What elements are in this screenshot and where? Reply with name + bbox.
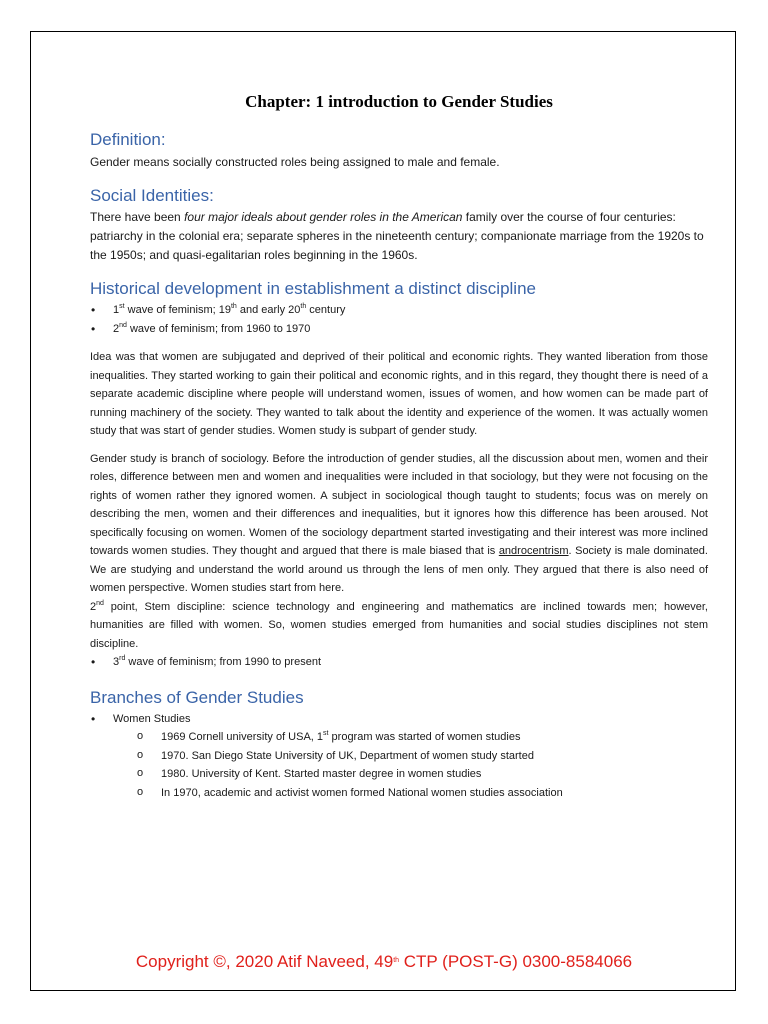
- sub-item-3: o 1980. University of Kent. Started master degree in women studies: [113, 765, 708, 784]
- wave2-num: 2: [113, 322, 120, 335]
- social-text-pre: There have been: [90, 210, 185, 224]
- chapter-title: Chapter: 1 introduction to Gender Studies: [245, 92, 553, 111]
- androcentrism-term: androcentrism: [498, 545, 569, 557]
- paragraph-3: [90, 598, 708, 654]
- sub-item-1-a: 1969 Cornell university of USA, 1: [161, 731, 324, 743]
- wave2-sup: nd: [119, 321, 127, 329]
- wave2-text: wave of feminism; from 1960 to 1970: [126, 322, 311, 335]
- copyright-sup: th: [393, 957, 400, 964]
- paragraph-2-post: . Society is male dominated. We are studying and understand the world around us through the lens of men only. They argued that there is also need of women perspective. Women studies start from here.: [90, 545, 708, 594]
- list-item-wave2: [90, 320, 708, 339]
- definition-text: Gender means socially constructed roles being assigned to male and female.: [90, 155, 500, 169]
- social-identities-heading: Social Identities:: [90, 186, 214, 205]
- wave1-text-c: century: [306, 304, 346, 316]
- paragraph-1: Idea was that women are subjugated and deprived of their political and economic rights. They wanted liberation from those inequalities. They started working to gain their political and economic rights, and in this regard, they thought there is need of a separate academic discipline where people will understand women, issues of women, and how women can be made part of running machinery of the society. They wanted to talk about the identity and experience of the women. It was actually women study that was start of gender studies. Women study is subpart of gender study.: [90, 351, 708, 437]
- sub-item-1-sup: st: [323, 730, 329, 737]
- wave1-text-a: wave of feminism; 19: [124, 304, 231, 316]
- copyright-text-b: CTP (POST-G) 0300-8584066: [399, 952, 633, 971]
- sub-item-2: o 1970. San Diego State University of UK, Department of women study started: [113, 747, 708, 766]
- social-text-post: family over the course of four centuries: patriarchy in the colonial era; separate spheres in the nineteenth century; companionate marriage from the 1920s to the 1950s; and quasi-egalitarian roles beginning in the 1960s.: [90, 210, 704, 262]
- sub-item-4: o In 1970, academic and activist women formed National women studies association: [113, 784, 708, 803]
- copyright-footer: [31, 952, 737, 971]
- sub-item-1-b: program was started of women studies: [328, 731, 521, 743]
- women-studies-sublist: [113, 728, 708, 802]
- wave-list: [90, 301, 708, 338]
- wave1-text-b: and early 20: [236, 304, 301, 316]
- definition-heading: Definition:: [90, 130, 166, 149]
- copyright-text-a: Copyright ©, 2020 Atif Naveed, 49: [135, 952, 394, 971]
- wave1-sup2: th: [230, 303, 237, 310]
- wave3-sup: rd: [119, 655, 126, 662]
- branches-heading: Branches of Gender Studies: [90, 687, 304, 707]
- document-page: [30, 31, 736, 991]
- wave1-sup: st: [119, 303, 125, 310]
- paragraph-3-num: 2: [90, 600, 97, 613]
- page-content: [90, 92, 708, 802]
- paragraph-3-sup: nd: [96, 599, 104, 607]
- historical-heading: Historical development in establishment a distinct discipline: [90, 279, 536, 298]
- branches-list: [90, 710, 708, 803]
- sub-item-1: [113, 728, 708, 747]
- list-item-wave3: [90, 653, 708, 672]
- social-text-italic: four major ideals about gender roles in the American: [184, 210, 463, 224]
- wave3-text: wave of feminism; from 1990 to present: [125, 656, 322, 668]
- list-item-women-studies: [90, 710, 708, 803]
- paragraph-2-pre: Gender study is branch of sociology. Before the introduction of gender studies, all the discussion about men, women and their roles, difference between men and women and inequalities were included in that sociology, but they were not focusing on the rights of women rather they ignored women. A subject in sociological though taught to students; focus was on merely on describing the men, women and their differences and inequalities, but it ignores how this difference has been aroused. Not specifically focusing on women. Women of the sociology department started investigating and their interest was more inclined towards women studies. They thought and argued that there is male biased that is: [90, 452, 708, 557]
- paragraph-2: [90, 450, 708, 598]
- wave3-num: 3: [113, 656, 120, 668]
- paragraph-3-text: point, Stem discipline: science technology and engineering and mathematics are inclined towards men; however, humanities are filled with women. So, women studies emerged from humanities and social studies disciplines not stem discipline.: [90, 600, 708, 650]
- social-identities-text: [90, 208, 708, 265]
- wave1-num: 1: [113, 304, 120, 316]
- wave1-sup3: th: [300, 303, 307, 310]
- wave3-list: [90, 653, 708, 672]
- list-item-wave1: [90, 301, 708, 320]
- women-studies-label: Women Studies: [113, 712, 191, 725]
